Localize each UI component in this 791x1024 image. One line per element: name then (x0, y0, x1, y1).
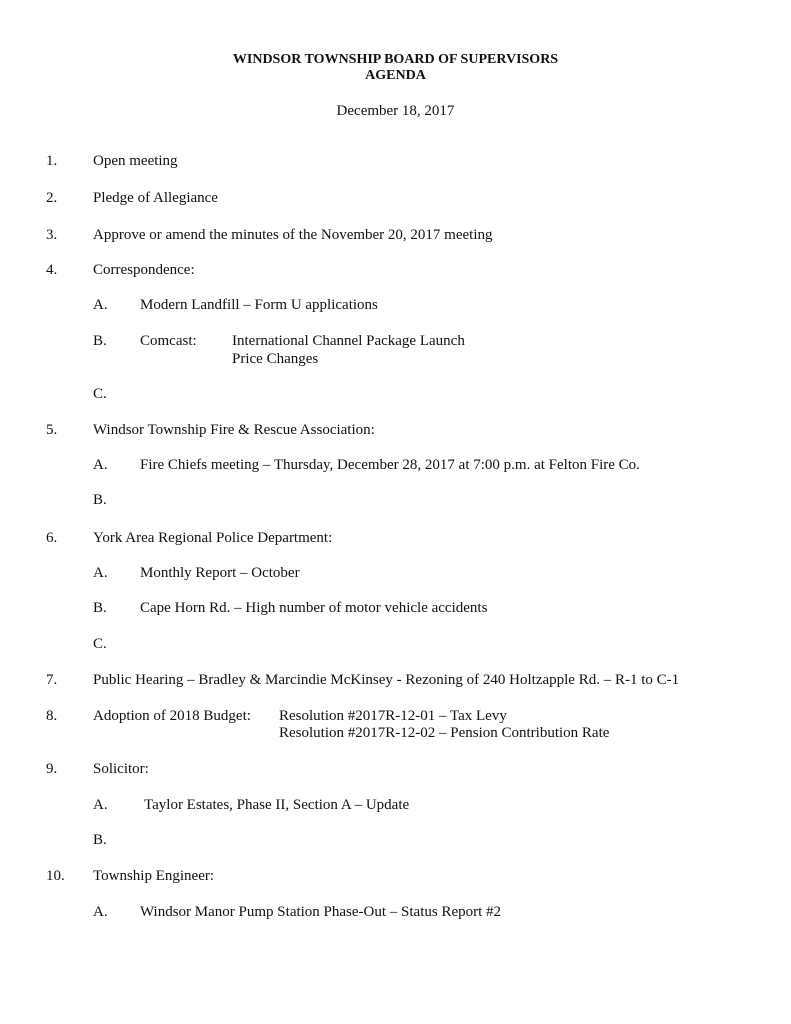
item-number: 5. (46, 422, 58, 438)
item-number: 3. (46, 227, 58, 243)
item-number: 2. (46, 190, 58, 206)
subitem-text: Windsor Manor Pump Station Phase-Out – Status Report #2 (140, 904, 502, 920)
document-subtitle: AGENDA (365, 68, 426, 83)
item-number: 9. (46, 761, 58, 777)
item-text: Solicitor: (93, 761, 149, 777)
subitem-letter: C. (93, 636, 107, 652)
subitem-letter: A. (93, 565, 108, 581)
item-number: 10. (46, 868, 65, 884)
subitem-text: Taylor Estates, Phase II, Section A – Update (144, 797, 410, 813)
subitem-text: Cape Horn Rd. – High number of motor vehicle accidents (140, 600, 488, 616)
subitem-text: Modern Landfill – Form U applications (140, 297, 378, 313)
resolution-line: Resolution #2017R-12-01 – Tax Levy (279, 708, 507, 724)
meeting-date: December 18, 2017 (336, 103, 455, 119)
item-number: 6. (46, 530, 58, 546)
subitem-detail: International Channel Package Launch (232, 333, 465, 349)
item-text: Adoption of 2018 Budget: (93, 708, 251, 724)
subitem-letter: B. (93, 492, 107, 508)
subitem-letter: B. (93, 600, 107, 616)
subitem-letter: A. (93, 297, 108, 313)
subitem-text: Monthly Report – October (140, 565, 300, 581)
item-number: 8. (46, 708, 58, 724)
subitem-letter: B. (93, 832, 107, 848)
item-text: Public Hearing – Bradley & Marcindie McKinsey - Rezoning of 240 Holtzapple Rd. – R-1 to C-1 (93, 672, 680, 688)
subitem-letter: A. (93, 797, 108, 813)
subitem-letter: B. (93, 333, 107, 349)
item-text: Pledge of Allegiance (93, 190, 218, 206)
item-number: 7. (46, 672, 58, 688)
item-text: York Area Regional Police Department: (93, 530, 333, 546)
subitem-letter: A. (93, 904, 108, 920)
item-text: Township Engineer: (93, 868, 215, 884)
item-number: 4. (46, 262, 58, 278)
subitem-detail: Price Changes (232, 351, 319, 367)
item-text: Approve or amend the minutes of the November 20, 2017 meeting (93, 227, 493, 243)
subitem-text: Fire Chiefs meeting – Thursday, December 28, 2017 at 7:00 p.m. at Felton Fire Co. (140, 457, 640, 473)
document-title: WINDSOR TOWNSHIP BOARD OF SUPERVISORS (232, 52, 559, 67)
item-number: 1. (46, 153, 58, 169)
subitem-letter: A. (93, 457, 108, 473)
resolution-line: Resolution #2017R-12-02 – Pension Contribution Rate (279, 725, 610, 741)
item-text: Open meeting (93, 153, 178, 169)
subitem-text: Comcast: (140, 333, 197, 349)
item-text: Correspondence: (93, 262, 195, 278)
item-text: Windsor Township Fire & Rescue Association: (93, 422, 375, 438)
subitem-letter: C. (93, 386, 107, 402)
